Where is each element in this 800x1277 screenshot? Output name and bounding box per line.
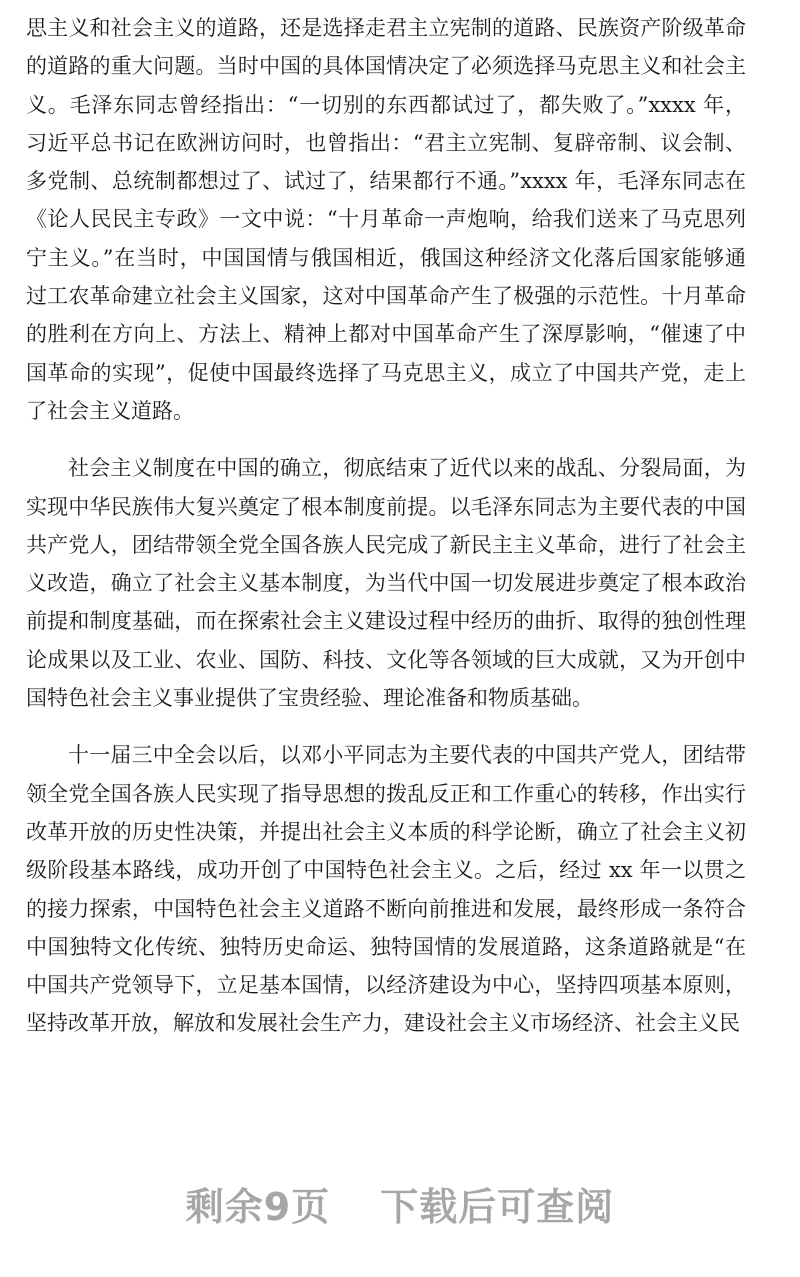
text-line: 领全党全国各族人民实现了指导思想的拨乱反正和工作重心的转移，作出实行	[26, 781, 746, 806]
text-line: 改革开放的历史性决策，并提出社会主义本质的科学论断，确立了社会主义初	[26, 819, 746, 844]
remaining-pages-label[interactable]: 剩余9页	[185, 1185, 331, 1229]
text-line: 实现中华民族伟大复兴奠定了根本制度前提。以毛泽东同志为主要代表的中国	[26, 494, 746, 519]
paragraph	[26, 9, 746, 430]
text-line: 了社会主义道路。	[26, 398, 194, 423]
text-line: 中国独特文化传统、独特历史命运、独特国情的发展道路，这条道路就是“在	[26, 934, 746, 959]
text-line: 国革命的实现”，促使中国最终选择了马克思主义，成立了中国共产党，走上	[26, 360, 746, 385]
text-line: 坚持改革开放，解放和发展社会生产力，建设社会主义市场经济、社会主义民	[26, 1011, 740, 1036]
text-line: 的道路的重大问题。当时中国的具体国情决定了必须选择马克思主义和社会主	[26, 54, 746, 79]
paragraph	[26, 449, 746, 717]
text-line: 义改造，确立了社会主义基本制度，为当代中国一切发展进步奠定了根本政治	[26, 571, 746, 596]
text-line: 思主义和社会主义的道路，还是选择走君主立宪制的道路、民族资产阶级革命	[26, 16, 746, 40]
download-to-view-label[interactable]: 下载后可查阅	[380, 1185, 615, 1229]
text-line: 《论人民民主专政》一文中说：“十月革命一声炮响，给我们送来了马克思列	[26, 207, 746, 232]
text-line: 过工农革命建立社会主义国家，这对中国革命产生了极强的示范性。十月革命	[26, 284, 746, 309]
document-body	[26, 9, 746, 1062]
text-line: 级阶段基本路线，成功开创了中国特色社会主义。之后，经过 xx 年一以贯之	[26, 858, 746, 883]
text-line: 国特色社会主义事业提供了宝贵经验、理论准备和物质基础。	[26, 686, 593, 711]
download-prompt[interactable]	[0, 1176, 800, 1231]
text-line: 的接力探索，中国特色社会主义道路不断向前推进和发展，最终形成一条符合	[26, 896, 746, 921]
text-line: 十一届三中全会以后，以邓小平同志为主要代表的中国共产党人，团结带	[68, 743, 746, 768]
paragraph	[26, 736, 746, 1042]
text-line: 宁主义。”在当时，中国国情与俄国相近，俄国这种经济文化落后国家能够通	[26, 245, 746, 270]
text-line: 前提和制度基础，而在探索社会主义建设过程中经历的曲折、取得的独创性理	[26, 609, 746, 634]
text-line: 论成果以及工业、农业、国防、科技、文化等各领域的巨大成就，又为开创中	[26, 647, 746, 672]
text-line: 习近平总书记在欧洲访问时，也曾指出：“君主立宪制、复辟帝制、议会制、	[26, 130, 746, 155]
text-line: 多党制、总统制都想过了、试过了，结果都行不通。”xxxx 年，毛泽东同志在	[26, 169, 746, 194]
text-line: 的胜利在方向上、方法上、精神上都对中国革命产生了深厚影响，“催速了中	[26, 322, 746, 347]
text-line: 中国共产党领导下，立足基本国情，以经济建设为中心，坚持四项基本原则，	[26, 973, 746, 998]
text-line: 社会主义制度在中国的确立，彻底结束了近代以来的战乱、分裂局面，为	[68, 456, 746, 481]
text-line: 共产党人，团结带领全党全国各族人民完成了新民主主义革命，进行了社会主	[26, 532, 746, 557]
text-line: 义。毛泽东同志曾经指出：“一切别的东西都试过了，都失败了。”xxxx 年，	[26, 92, 746, 117]
